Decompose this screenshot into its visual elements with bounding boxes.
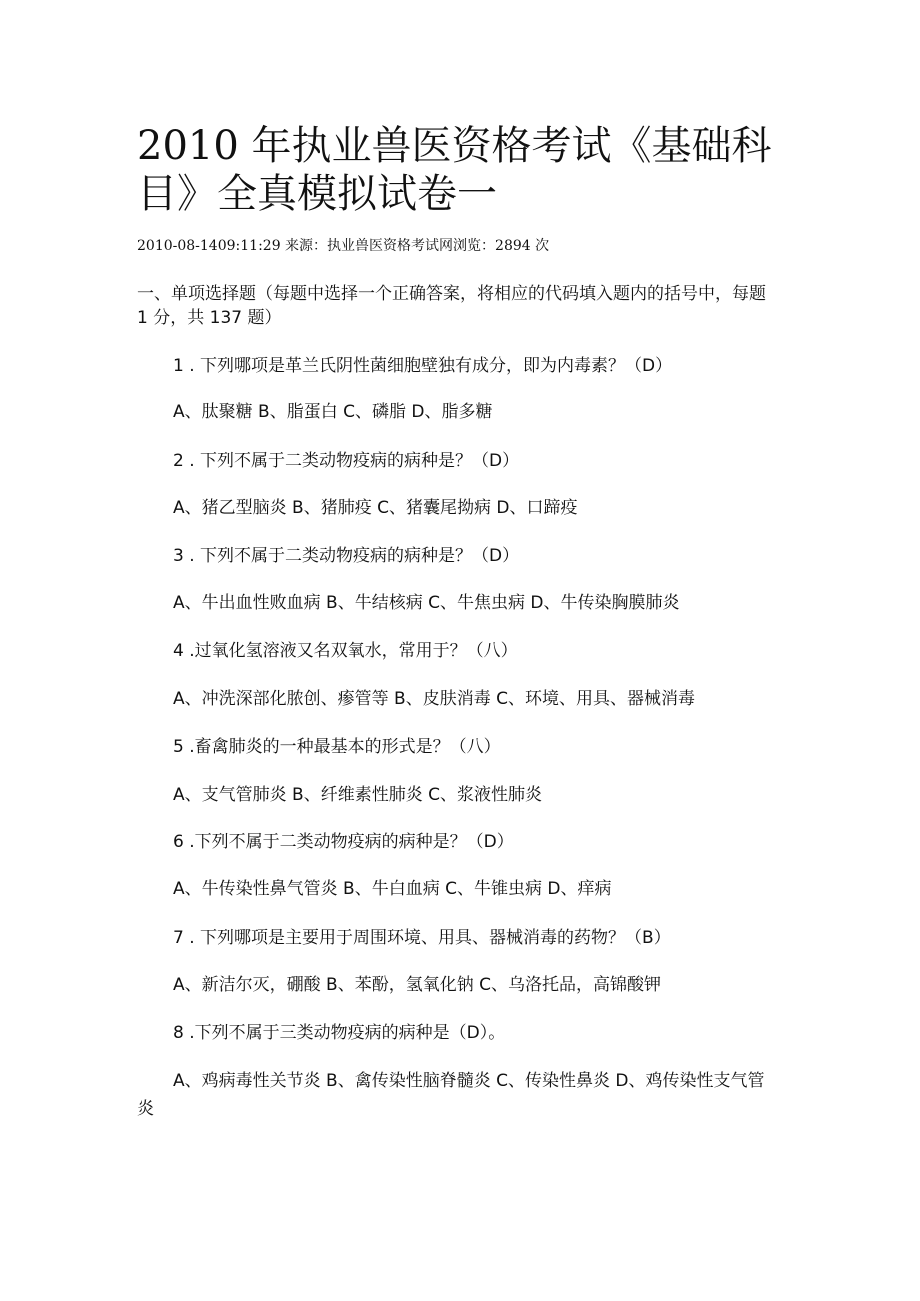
options-7: A、新洁尔灭，硼酸 B、苯酚，氢氧化钠 C、乌洛托品，高锦酸钾: [173, 975, 661, 995]
options-8: A、鸡病毒性关节炎 B、禽传染性脑脊髓炎 C、传染性鼻炎 D、鸡传染性支气管炎: [137, 1071, 765, 1119]
options-1: A、肽聚糖 B、脂蛋白 C、磷脂 D、脂多糖: [173, 402, 493, 422]
options-3: A、牛出血性败血病 B、牛结核病 C、牛焦虫病 D、牛传染胸膜肺炎: [173, 593, 680, 613]
options-4: A、冲洗深部化脓创、瘆管等 B、皮肤消毒 C、环境、用具、器械消毒: [173, 689, 695, 709]
options-5: A、支气管肺炎 B、纤维素性肺炎 C、浆液性肺炎: [173, 785, 542, 805]
question-2: 2 . 下列不属于二类动物疫病的病种是？（D）: [173, 451, 520, 471]
question-3: 3 . 下列不属于二类动物疫病的病种是？（D）: [173, 546, 520, 566]
page-title: 2010 年执业兽医资格考试《基础科目》全真模拟试卷一: [137, 123, 772, 217]
question-7: 7 . 下列哪项是主要用于周围环境、用具、器械消毒的药物？（B）: [173, 928, 671, 948]
section-heading: 一、单项选择题（每题中选择一个正确答案，将相应的代码填入题内的括号中，每题 1 分，共 137 题）: [137, 284, 766, 328]
options-2: A、猪乙型脑炎 B、猪肺疫 C、猪囊尾拗病 D、口蹄疫: [173, 498, 578, 518]
question-4: 4 .过氧化氢溶液又名双氧水，常用于？（八）: [173, 641, 518, 661]
article-meta: 2010-08-1409:11:29 来源：执业兽医资格考试网浏览：2894 次: [137, 238, 550, 254]
question-1: 1 . 下列哪项是革兰氏阴性菌细胞壁独有成分，即为内毒素？（D）: [173, 356, 673, 376]
question-8: 8 .下列不属于三类动物疫病的病种是（D）。: [173, 1023, 506, 1043]
options-6: A、牛传染性鼻气管炎 B、牛白血病 C、牛锥虫病 D、痒病: [173, 879, 612, 899]
question-6: 6 .下列不属于二类动物疫病的病种是？（D）: [173, 832, 514, 852]
question-5: 5 .畜禽肺炎的一种最基本的形式是？（八）: [173, 737, 501, 757]
